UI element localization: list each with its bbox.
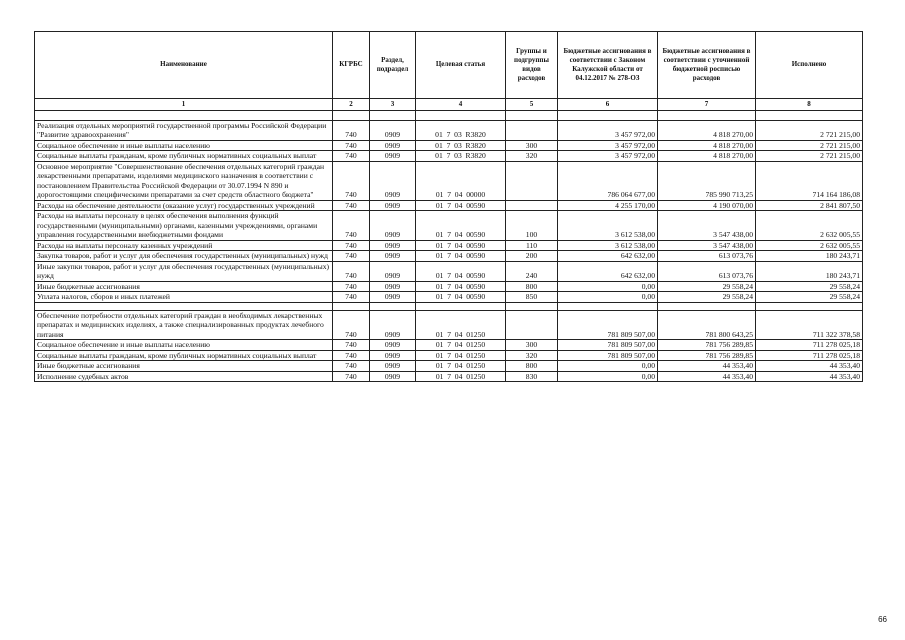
row-law-amount: 0,00 xyxy=(558,281,658,291)
row-executed-amount: 44 353,40 xyxy=(756,371,863,381)
row-kgrbs: 740 xyxy=(333,251,370,261)
row-kgrbs: 740 xyxy=(333,371,370,381)
row-law-amount: 642 632,00 xyxy=(558,261,658,281)
header-executed: Исполнено xyxy=(756,32,863,99)
row-executed-amount: 2 721 215,00 xyxy=(756,151,863,161)
column-number: 4 xyxy=(416,99,506,111)
row-executed-amount: 29 558,24 xyxy=(756,281,863,291)
table-row xyxy=(35,151,863,161)
row-name: Иные закупки товаров, работ и услуг для обеспечения государственных (муниципальных) нужд xyxy=(35,261,333,281)
row-kgrbs: 740 xyxy=(333,121,370,141)
row-refined-amount: 781 800 643,25 xyxy=(658,310,756,339)
row-group xyxy=(506,121,558,141)
row-group: 300 xyxy=(506,140,558,150)
row-group: 320 xyxy=(506,151,558,161)
row-target: 01 7 03 R3820 xyxy=(416,140,506,150)
row-name: Расходы на обеспечение деятельности (оказание услуг) государственных учреждений xyxy=(35,200,333,210)
row-name: Обеспечение потребности отдельных категорий граждан в необходимых лекарственных препаратах и медицинских изделиях, а также специализированных продуктах лечебного питания xyxy=(35,310,333,339)
spacer-row xyxy=(35,111,863,121)
header-name: Наименование xyxy=(35,32,333,99)
row-kgrbs: 740 xyxy=(333,292,370,302)
table-row xyxy=(35,200,863,210)
row-law-amount: 0,00 xyxy=(558,371,658,381)
row-target: 01 7 04 01250 xyxy=(416,310,506,339)
row-refined-amount: 4 818 270,00 xyxy=(658,151,756,161)
budget-sheet xyxy=(34,31,862,382)
row-name: Иные бюджетные ассигнования xyxy=(35,361,333,371)
spacer-row xyxy=(35,302,863,310)
row-group xyxy=(506,161,558,200)
row-law-amount: 4 255 170,00 xyxy=(558,200,658,210)
row-target: 01 7 04 00590 xyxy=(416,251,506,261)
row-name: Социальные выплаты гражданам, кроме публичных нормативных социальных выплат xyxy=(35,350,333,360)
row-group: 110 xyxy=(506,240,558,250)
row-refined-amount: 613 073,76 xyxy=(658,251,756,261)
row-section: 0909 xyxy=(370,211,416,240)
row-law-amount: 781 809 507,00 xyxy=(558,310,658,339)
row-kgrbs: 740 xyxy=(333,161,370,200)
row-kgrbs: 740 xyxy=(333,361,370,371)
row-law-amount: 786 064 677,00 xyxy=(558,161,658,200)
row-target: 01 7 04 01250 xyxy=(416,350,506,360)
row-refined-amount: 3 547 438,00 xyxy=(658,240,756,250)
row-group xyxy=(506,310,558,339)
row-executed-amount: 2 632 005,55 xyxy=(756,240,863,250)
row-kgrbs: 740 xyxy=(333,240,370,250)
row-group: 800 xyxy=(506,281,558,291)
row-target: 01 7 04 00000 xyxy=(416,161,506,200)
row-name: Расходы на выплаты персоналу казенных учреждений xyxy=(35,240,333,250)
row-executed-amount: 714 164 186,08 xyxy=(756,161,863,200)
row-law-amount: 781 809 507,00 xyxy=(558,350,658,360)
row-law-amount: 0,00 xyxy=(558,292,658,302)
row-law-amount: 3 457 972,00 xyxy=(558,121,658,141)
row-section: 0909 xyxy=(370,350,416,360)
row-name: Социальное обеспечение и иные выплаты населению xyxy=(35,340,333,350)
row-section: 0909 xyxy=(370,261,416,281)
table-row xyxy=(35,361,863,371)
page-number: 66 xyxy=(878,615,887,624)
header-kgrbs: КГРБС xyxy=(333,32,370,99)
row-section: 0909 xyxy=(370,292,416,302)
column-number: 7 xyxy=(658,99,756,111)
column-number: 8 xyxy=(756,99,863,111)
row-refined-amount: 29 558,24 xyxy=(658,292,756,302)
table-row xyxy=(35,211,863,240)
table-row xyxy=(35,281,863,291)
column-number: 6 xyxy=(558,99,658,111)
row-name: Исполнение судебных актов xyxy=(35,371,333,381)
row-kgrbs: 740 xyxy=(333,200,370,210)
row-executed-amount: 180 243,71 xyxy=(756,251,863,261)
row-name: Социальные выплаты гражданам, кроме публичных нормативных социальных выплат xyxy=(35,151,333,161)
row-executed-amount: 180 243,71 xyxy=(756,261,863,281)
row-refined-amount: 613 073,76 xyxy=(658,261,756,281)
row-section: 0909 xyxy=(370,121,416,141)
row-group: 100 xyxy=(506,211,558,240)
row-executed-amount: 2 632 005,55 xyxy=(756,211,863,240)
row-executed-amount: 2 721 215,00 xyxy=(756,140,863,150)
row-target: 01 7 04 00590 xyxy=(416,211,506,240)
row-kgrbs: 740 xyxy=(333,151,370,161)
row-refined-amount: 4 190 070,00 xyxy=(658,200,756,210)
row-section: 0909 xyxy=(370,371,416,381)
row-kgrbs: 740 xyxy=(333,281,370,291)
column-number: 2 xyxy=(333,99,370,111)
row-target: 01 7 03 R3820 xyxy=(416,121,506,141)
row-target: 01 7 04 00590 xyxy=(416,261,506,281)
row-refined-amount: 29 558,24 xyxy=(658,281,756,291)
table-row xyxy=(35,310,863,339)
row-target: 01 7 04 01250 xyxy=(416,371,506,381)
row-law-amount: 3 457 972,00 xyxy=(558,151,658,161)
column-number: 1 xyxy=(35,99,333,111)
row-group: 850 xyxy=(506,292,558,302)
row-executed-amount: 711 278 025,18 xyxy=(756,350,863,360)
row-executed-amount: 29 558,24 xyxy=(756,292,863,302)
row-section: 0909 xyxy=(370,140,416,150)
row-section: 0909 xyxy=(370,361,416,371)
row-target: 01 7 04 01250 xyxy=(416,340,506,350)
row-kgrbs: 740 xyxy=(333,261,370,281)
table-row xyxy=(35,371,863,381)
row-target: 01 7 04 00590 xyxy=(416,292,506,302)
row-group: 200 xyxy=(506,251,558,261)
row-law-amount: 3 457 972,00 xyxy=(558,140,658,150)
row-refined-amount: 781 756 289,85 xyxy=(658,350,756,360)
row-name: Иные бюджетные ассигнования xyxy=(35,281,333,291)
row-kgrbs: 740 xyxy=(333,350,370,360)
row-target: 01 7 04 00590 xyxy=(416,281,506,291)
row-name: Расходы на выплаты персоналу в целях обеспечения выполнения функций государственными (муниципальными) органами, казенными учреждениями, органами управления государственными внебюджетными фондами xyxy=(35,211,333,240)
row-executed-amount: 711 278 025,18 xyxy=(756,340,863,350)
row-target: 01 7 03 R3820 xyxy=(416,151,506,161)
budget-table xyxy=(34,31,863,382)
row-name: Реализация отдельных мероприятий государственной программы Российской Федерации "Развитие здравоохранения" xyxy=(35,121,333,141)
header-target: Целевая статья xyxy=(416,32,506,99)
row-group: 800 xyxy=(506,361,558,371)
row-kgrbs: 740 xyxy=(333,140,370,150)
row-section: 0909 xyxy=(370,340,416,350)
row-section: 0909 xyxy=(370,161,416,200)
header-row xyxy=(35,32,863,99)
table-row xyxy=(35,292,863,302)
budget-rows xyxy=(35,111,863,382)
row-refined-amount: 44 353,40 xyxy=(658,371,756,381)
row-group: 300 xyxy=(506,340,558,350)
row-section: 0909 xyxy=(370,281,416,291)
row-group: 240 xyxy=(506,261,558,281)
row-name: Закупка товаров, работ и услуг для обеспечения государственных (муниципальных) нужд xyxy=(35,251,333,261)
table-row xyxy=(35,261,863,281)
row-refined-amount: 785 990 713,25 xyxy=(658,161,756,200)
row-executed-amount: 2 721 215,00 xyxy=(756,121,863,141)
table-row xyxy=(35,340,863,350)
row-refined-amount: 4 818 270,00 xyxy=(658,140,756,150)
row-executed-amount: 711 322 378,58 xyxy=(756,310,863,339)
row-section: 0909 xyxy=(370,310,416,339)
row-law-amount: 3 612 538,00 xyxy=(558,211,658,240)
row-refined-amount: 781 756 289,85 xyxy=(658,340,756,350)
row-kgrbs: 740 xyxy=(333,211,370,240)
row-group xyxy=(506,200,558,210)
column-number: 5 xyxy=(506,99,558,111)
row-name: Социальное обеспечение и иные выплаты населению xyxy=(35,140,333,150)
row-group: 830 xyxy=(506,371,558,381)
row-name: Уплата налогов, сборов и иных платежей xyxy=(35,292,333,302)
header-group: Группы и подгруппы видов расходов xyxy=(506,32,558,99)
header-law: Бюджетные ассигнования в соответствии с Законом Калужской области от 04.12.2017 № 278-ОЗ xyxy=(558,32,658,99)
row-section: 0909 xyxy=(370,251,416,261)
row-target: 01 7 04 00590 xyxy=(416,200,506,210)
column-number-row xyxy=(35,99,863,111)
table-row xyxy=(35,240,863,250)
row-law-amount: 0,00 xyxy=(558,361,658,371)
row-law-amount: 3 612 538,00 xyxy=(558,240,658,250)
row-refined-amount: 44 353,40 xyxy=(658,361,756,371)
row-section: 0909 xyxy=(370,151,416,161)
table-row xyxy=(35,251,863,261)
header-section: Раздел, подраздел xyxy=(370,32,416,99)
row-executed-amount: 44 353,40 xyxy=(756,361,863,371)
row-refined-amount: 4 818 270,00 xyxy=(658,121,756,141)
row-law-amount: 781 809 507,00 xyxy=(558,340,658,350)
row-refined-amount: 3 547 438,00 xyxy=(658,211,756,240)
row-section: 0909 xyxy=(370,200,416,210)
row-executed-amount: 2 841 807,50 xyxy=(756,200,863,210)
table-row xyxy=(35,121,863,141)
row-kgrbs: 740 xyxy=(333,310,370,339)
row-name: Основное мероприятие "Совершенствование обеспечения отдельных категорий граждан лекарственными препаратами, изделиями медицинского назначения в соответствии с постановлением Правительства Российской Федерации от 30.07.1994 N 890 и дорогостоящими специфическими препаратами за счет средств областного бюджета" xyxy=(35,161,333,200)
row-target: 01 7 04 01250 xyxy=(416,361,506,371)
row-group: 320 xyxy=(506,350,558,360)
row-law-amount: 642 632,00 xyxy=(558,251,658,261)
column-number: 3 xyxy=(370,99,416,111)
table-row xyxy=(35,350,863,360)
row-kgrbs: 740 xyxy=(333,340,370,350)
table-row xyxy=(35,161,863,200)
row-section: 0909 xyxy=(370,240,416,250)
table-row xyxy=(35,140,863,150)
header-refined: Бюджетные ассигнования в соответствии с уточненной бюджетной росписью расходов xyxy=(658,32,756,99)
row-target: 01 7 04 00590 xyxy=(416,240,506,250)
